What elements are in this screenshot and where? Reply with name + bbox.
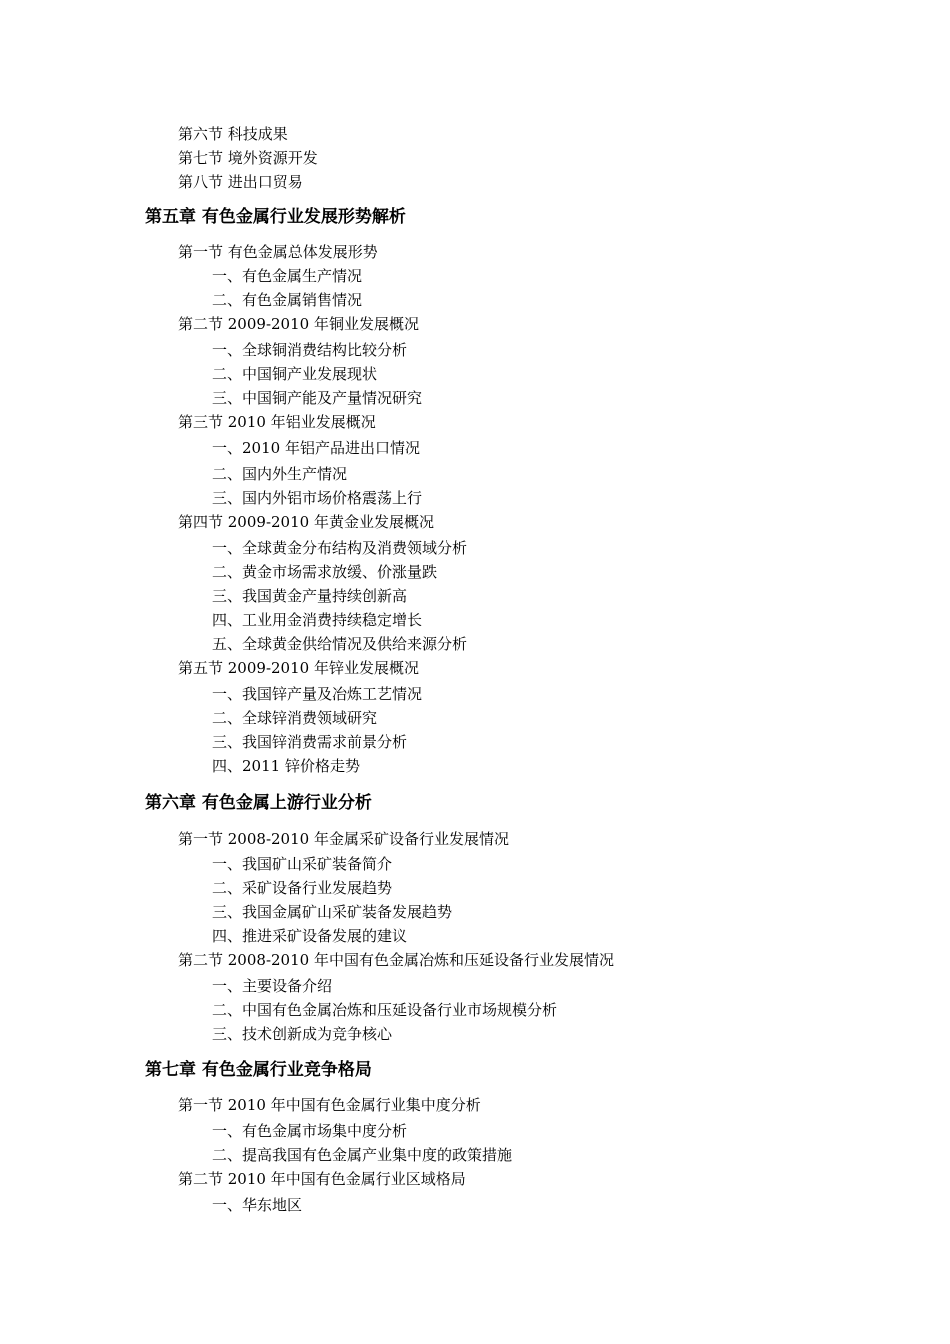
- subsection-entry: 一、我国锌产量及冶炼工艺情况: [212, 685, 423, 703]
- section-entry: 第三节 2010 年铝业发展概况: [178, 413, 376, 431]
- chapter-heading: 第七章 有色金属行业竞争格局: [145, 1060, 372, 1080]
- subsection-entry: 三、中国铜产能及产量情况研究: [212, 389, 423, 407]
- subsection-entry: 五、全球黄金供给情况及供给来源分析: [212, 635, 468, 653]
- subsection-entry: 一、全球黄金分布结构及消费领域分析: [212, 539, 468, 557]
- subsection-entry: 四、2011 锌价格走势: [212, 757, 360, 775]
- subsection-entry: 一、有色金属生产情况: [212, 267, 363, 285]
- subsection-entry: 三、技术创新成为竞争核心: [212, 1025, 393, 1043]
- section-entry: 第四节 2009-2010 年黄金业发展概况: [178, 513, 434, 531]
- subsection-entry: 一、主要设备介绍: [212, 977, 333, 995]
- section-entry: 第二节 2009-2010 年铜业发展概况: [178, 315, 419, 333]
- subsection-entry: 一、2010 年铝产品进出口情况: [212, 439, 420, 457]
- subsection-entry: 二、提高我国有色金属产业集中度的政策措施: [212, 1146, 513, 1164]
- subsection-entry: 二、中国铜产业发展现状: [212, 365, 378, 383]
- chapter-heading: 第六章 有色金属上游行业分析: [145, 793, 372, 813]
- chapter-heading: 第五章 有色金属行业发展形势解析: [145, 207, 406, 227]
- subsection-entry: 四、工业用金消费持续稳定增长: [212, 611, 423, 629]
- subsection-entry: 三、我国锌消费需求前景分析: [212, 733, 408, 751]
- section-entry: 第一节 有色金属总体发展形势: [178, 243, 378, 261]
- subsection-entry: 二、采矿设备行业发展趋势: [212, 879, 393, 897]
- subsection-entry: 一、华东地区: [212, 1196, 303, 1214]
- subsection-entry: 一、我国矿山采矿装备简介: [212, 855, 393, 873]
- section-entry: 第八节 进出口贸易: [178, 173, 303, 191]
- subsection-entry: 一、有色金属市场集中度分析: [212, 1122, 408, 1140]
- subsection-entry: 二、全球锌消费领域研究: [212, 709, 378, 727]
- subsection-entry: 二、黄金市场需求放缓、价涨量跌: [212, 563, 438, 581]
- subsection-entry: 三、国内外铝市场价格震荡上行: [212, 489, 423, 507]
- subsection-entry: 二、有色金属销售情况: [212, 291, 363, 309]
- subsection-entry: 三、我国黄金产量持续创新高: [212, 587, 408, 605]
- section-entry: 第一节 2008-2010 年金属采矿设备行业发展情况: [178, 830, 509, 848]
- subsection-entry: 四、推进采矿设备发展的建议: [212, 927, 408, 945]
- subsection-entry: 三、我国金属矿山采矿装备发展趋势: [212, 903, 453, 921]
- section-entry: 第二节 2008-2010 年中国有色金属冶炼和压延设备行业发展情况: [178, 951, 614, 969]
- section-entry: 第五节 2009-2010 年锌业发展概况: [178, 659, 419, 677]
- section-entry: 第六节 科技成果: [178, 125, 288, 143]
- section-entry: 第七节 境外资源开发: [178, 149, 318, 167]
- subsection-entry: 二、国内外生产情况: [212, 465, 348, 483]
- subsection-entry: 二、中国有色金属冶炼和压延设备行业市场规模分析: [212, 1001, 558, 1019]
- section-entry: 第二节 2010 年中国有色金属行业区域格局: [178, 1170, 466, 1188]
- subsection-entry: 一、全球铜消费结构比较分析: [212, 341, 408, 359]
- section-entry: 第一节 2010 年中国有色金属行业集中度分析: [178, 1096, 481, 1114]
